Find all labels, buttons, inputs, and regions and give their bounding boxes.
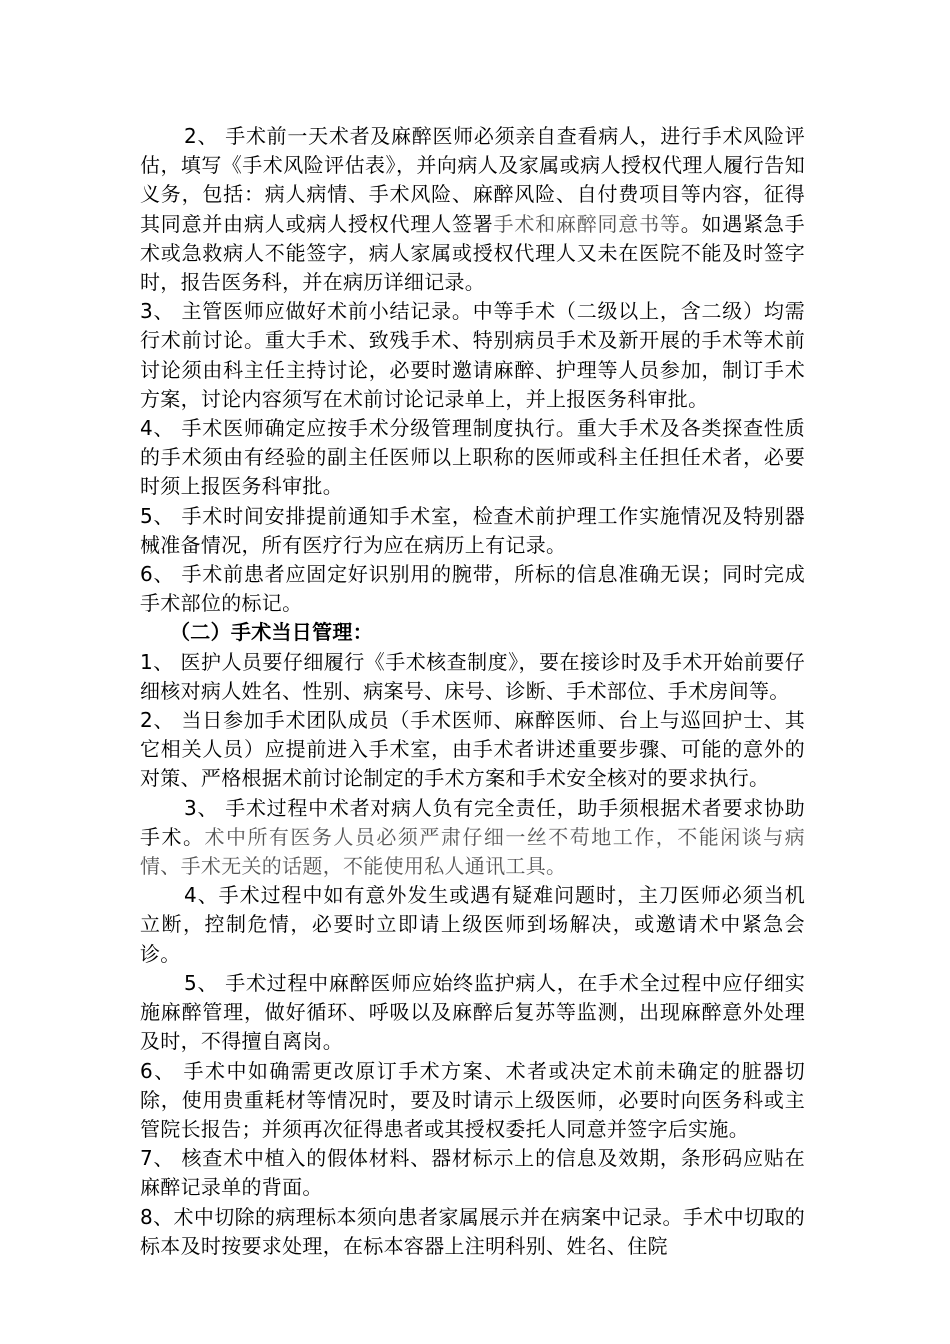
paragraph-preop-2 [140,122,805,297]
paragraph-preop-6 [140,560,805,618]
text-run: 6、 手术中如确需更改原订手术方案、术者或决定术前未确定的脏器切除，使用贵重耗材等情况时，要及时请示上级医师，必要时向医务科或主管院长报告；并须再次征得患者或其授权委托人同意并签字后实施。 [140,1058,805,1141]
paragraph-day-2 [140,706,805,794]
text-run: 6、 手术前患者应固定好识别用的腕带，所标的信息准确无误；同时完成手术部位的标记。 [140,562,805,616]
paragraph-preop-3 [140,297,805,414]
paragraph-day-4 [140,881,805,969]
text-run: 1、 医护人员要仔细履行《手术核查制度》，要在接诊时及手术开始前要仔细核对病人姓名、性别、病案号、床号、诊断、手术部位、手术房间等。 [140,649,805,703]
paragraph-preop-5 [140,502,805,560]
text-run: 2、 当日参加手术团队成员（手术医师、麻醉医师、台上与巡回护士、其它相关人员）应提前进入手术室，由手术者讲述重要步骤、可能的意外的对策、严格根据术前讨论制定的手术方案和手术安全核对的要求执行。 [140,708,805,791]
paragraph-day-6 [140,1057,805,1145]
text-run: 5、 手术过程中麻醉医师应始终监护病人，在手术全过程中应仔细实施麻醉管理，做好循环、呼吸以及麻醉后复苏等监测，出现麻醉意外处理及时，不得擅自离岗。 [140,970,805,1054]
paragraph-day-3 [140,794,805,882]
text-run: 4、 手术医师确定应按手术分级管理制度执行。重大手术及各类探查性质的手术须由有经验的副主任医师以上职称的医师或科主任担任术者，必要时须上报医务科审批。 [140,416,805,499]
text-run: 3、 主管医师应做好术前小结记录。中等手术（二级以上，含二级）均需行术前讨论。重大手术、致残手术、特别病员手术及新开展的手术等术前讨论须由科主任主持讨论，必要时邀请麻醉、护理等人员参加，制订手术方案，讨论内容须写在术前讨论记录单上，并上报医务科审批。 [140,299,805,411]
text-run-gray: 术中所有医务人员必须严肃仔细一丝不苟地工作，不能闲谈与病情、手术无关的话题，不能使用私人通讯工具。 [140,824,805,879]
paragraph-day-5 [140,969,805,1057]
paragraph-day-8 [140,1203,805,1261]
text-run: 7、 核查术中植入的假体材料、器材标示上的信息及效期，条形码应贴在麻醉记录单的背面。 [140,1146,805,1200]
heading-text: （二）手术当日管理： [170,620,373,645]
paragraph-preop-4 [140,414,805,502]
section-heading-surgery-day [140,618,805,647]
text-run: 8、术中切除的病理标本须向患者家属展示并在病案中记录。手术中切取的标本及时按要求处理，在标本容器上注明科别、姓名、住院 [140,1204,805,1258]
text-run: 5、 手术时间安排提前通知手术室，检查术前护理工作实施情况及特别器械准备情况，所有医疗行为应在病历上有记录。 [140,503,805,557]
text-run: 3、 手术过程中术者对病人负有完全责任，助手须根据术者要求协助手术。 [140,795,805,849]
text-run-gray: 手术和麻醉同意书等 [493,211,681,236]
paragraph-day-1 [140,648,805,706]
text-run: 4、手术过程中如有意外发生或遇有疑难问题时，主刀医师必须当机立断，控制危情，必要时立即请上级医师到场解决，或邀请术中紧急会诊。 [140,883,805,966]
paragraph-day-7 [140,1144,805,1202]
text-run: 。如遇紧急手术或急救病人不能签字，病人家属或授权代理人又未在医院不能及时签字时，报告医务科，并在病历详细记录。 [140,211,805,295]
document-page [140,122,805,1261]
text-run: 2、 手术前一天术者及麻醉医师必须亲自查看病人，进行手术风险评估，填写《手术风险评估表》，并向病人及家属或病人授权代理人履行告知义务，包括：病人病情、手术风险、麻醉风险、自付费项目等内容，征得其同意并由病人或病人授权代理人签署 [140,124,805,236]
